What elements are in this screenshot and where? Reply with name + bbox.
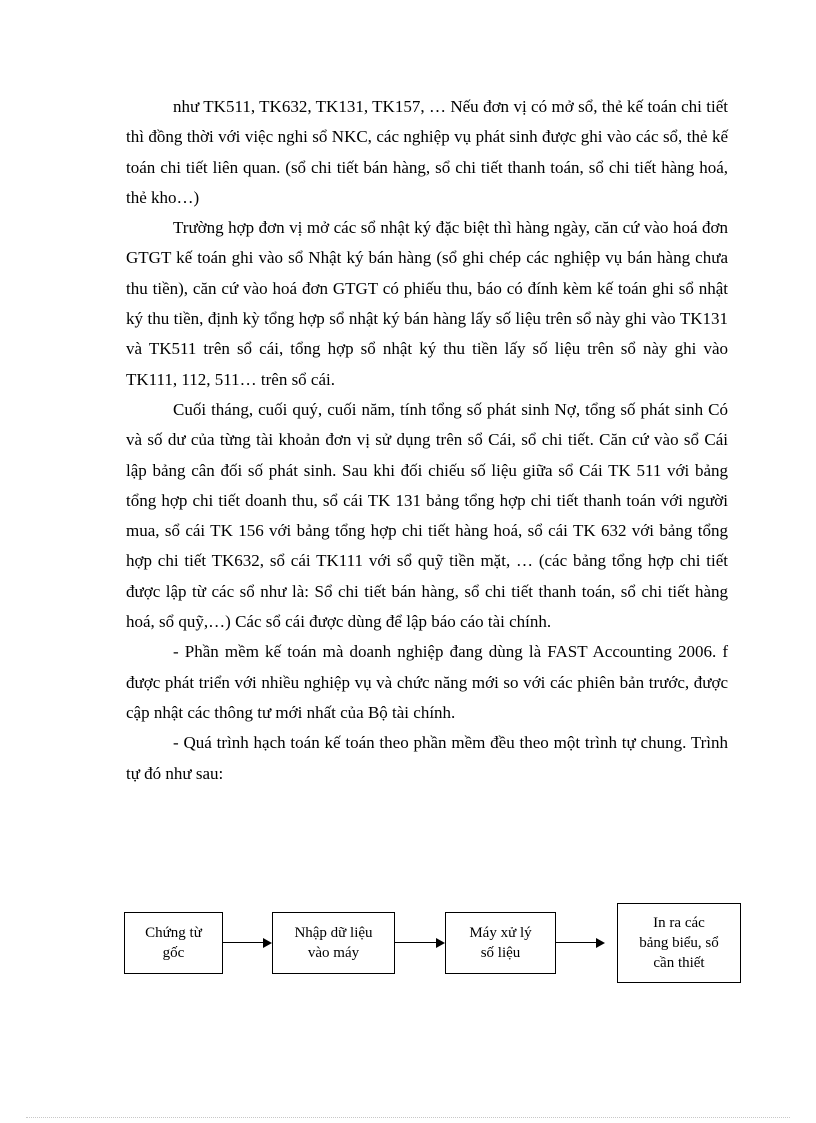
paragraph-4: - Phần mềm kế toán mà doanh nghiệp đang dùng là FAST Accounting 2006. f được phát triển với nhiều nghiệp vụ và chức năng mới so với các phiên bản trước, được cập nhật các thông tư mới nhất của Bộ tài chính. xyxy=(126,642,728,722)
flow-step-line: bảng biểu, sổ xyxy=(639,935,719,951)
flow-step-data-entry xyxy=(272,912,395,974)
flow-step-line: số liệu xyxy=(480,945,521,961)
paragraph-5: - Quá trình hạch toán kế toán theo phần mềm đều theo một trình tự chung. Trình tự đó như sau: xyxy=(126,733,728,783)
paragraph-1: như TK511, TK632, TK131, TK157, … Nếu đơn vị có mở sổ, thẻ kế toán chi tiết thì đồng thời với việc nghi sổ NKC, các nghiệp vụ phát sinh được ghi vào các sổ, thẻ kế toán chi tiết liên quan. (sổ chi tiết bán hàng, sổ chi tiết thanh toán, sổ chi tiết hàng hoá, thẻ kho…) xyxy=(126,97,728,207)
flow-arrow-2 xyxy=(395,938,445,948)
flow-arrow-3 xyxy=(556,938,605,948)
flow-step-line: Nhập dữ liệu xyxy=(294,925,373,941)
flow-step-source-documents xyxy=(124,912,223,974)
flow-step-line: Máy xử lý xyxy=(469,925,532,941)
flow-step-line: gốc xyxy=(162,945,185,961)
flow-step-processing xyxy=(445,912,556,974)
paragraph-3: Cuối tháng, cuối quý, cuối năm, tính tổng số phát sinh Nợ, tổng số phát sinh Có và số dư của từng tài khoản đơn vị sử dụng trên sổ Cái, sổ chi tiết. Căn cứ vào sổ Cái lập bảng cân đối số phát sinh. Sau khi đối chiếu số liệu giữa sổ Cái TK 511 với bảng tổng hợp chi tiết doanh thu, sổ cái TK 131 bảng tổng hợp chi tiết thanh toán với người mua, sổ cái TK 156 với bảng tổng hợp chi tiết hàng hoá, sổ cái TK 632 với bảng tổng hợp chi tiết TK632, sổ cái TK111 với sổ quỹ tiền mặt, … (các bảng tổng hợp chi tiết được lập từ các sổ như là: Sổ chi tiết bán hàng, sổ chi tiết thanh toán, sổ chi tiết hàng hoá, sổ quỹ,…) Các sổ cái được dùng để lập báo cáo tài chính. xyxy=(126,399,728,632)
flow-arrow-1 xyxy=(223,938,272,948)
paragraph-2: Trường hợp đơn vị mở các sổ nhật ký đặc biệt thì hàng ngày, căn cứ vào hoá đơn GTGT kế toán ghi vào sổ Nhật ký bán hàng (sổ ghi chép các nghiệp vụ bán hàng chưa thu tiền), căn cứ vào hoá đơn GTGT có phiếu thu, báo có đính kèm kế toán ghi sổ nhật ký thu tiền, định kỳ tổng hợp sổ nhật ký bán hàng lấy số liệu trên sổ này ghi vào TK131 và TK511 trên sổ cái, tổng hợp sổ nhật ký thu tiền lấy số liệu trên sổ này ghi vào TK111, 112, 511… trên sổ cái. xyxy=(126,218,728,389)
flow-step-line: vào máy xyxy=(307,945,360,961)
page-bottom-rule xyxy=(26,1117,790,1118)
flow-step-line: cần thiết xyxy=(653,955,705,971)
flow-step-print-reports xyxy=(617,903,741,983)
flow-step-line: Chứng từ xyxy=(145,925,202,941)
flow-step-line: In ra các xyxy=(653,915,705,931)
